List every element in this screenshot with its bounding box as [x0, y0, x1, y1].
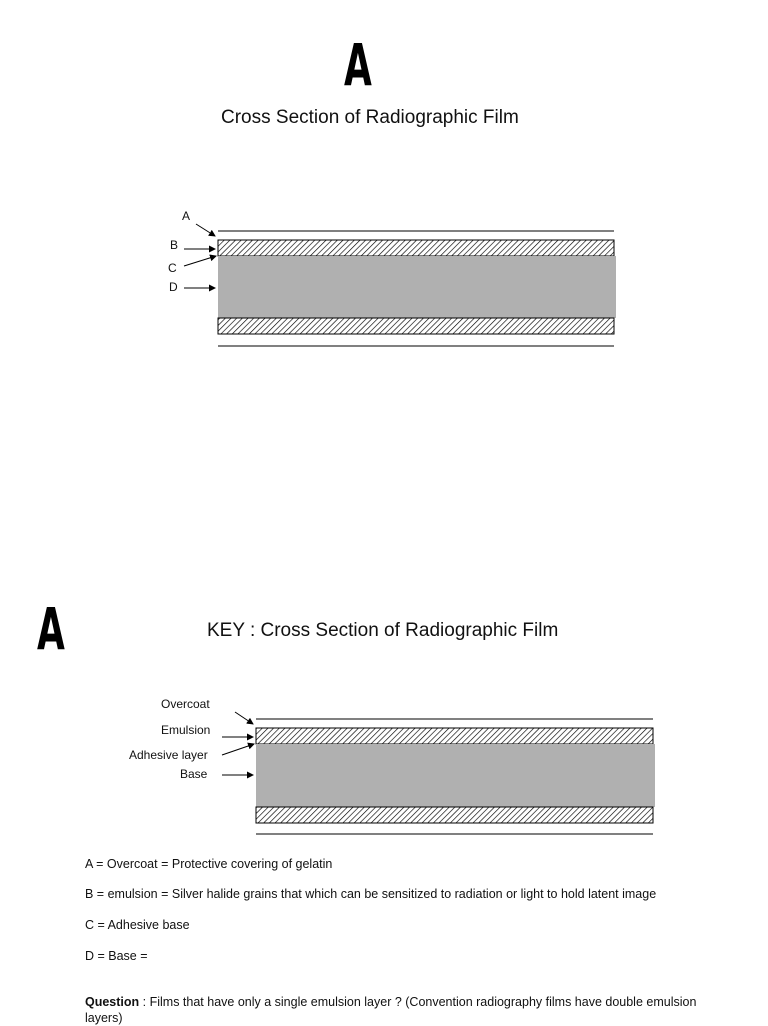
arrow-a	[196, 224, 215, 236]
emulsion-layer-top	[218, 240, 614, 256]
logo-a-key: A	[37, 595, 65, 663]
key-emulsion-layer-bottom	[256, 807, 653, 823]
key-label-adhesive: Adhesive layer	[129, 748, 208, 762]
label-b: B	[170, 238, 179, 252]
key-label-emulsion: Emulsion	[161, 723, 211, 737]
key-arrow-adhesive	[222, 744, 254, 755]
key-label-base: Base	[180, 767, 208, 781]
logo-a-top: A	[344, 31, 372, 99]
key-definition-b: B = emulsion = Silver halide grains that which can be sensitized to radiation or light to hold latent image	[85, 887, 657, 901]
label-c: C	[168, 261, 177, 275]
key-arrow-overcoat	[235, 712, 253, 724]
film-cross-section-diagram	[184, 224, 616, 346]
key-base-layer	[256, 744, 655, 807]
question-text	[85, 994, 725, 1026]
arrow-c	[184, 256, 216, 266]
question-label: Question	[85, 995, 140, 1009]
label-d: D	[169, 280, 178, 294]
film-cross-section-key-diagram	[222, 712, 655, 834]
key-emulsion-layer-top	[256, 728, 653, 744]
key-definition-a: A = Overcoat = Protective covering of gelatin	[85, 857, 333, 871]
base-layer	[218, 256, 616, 318]
emulsion-layer-bottom	[218, 318, 614, 334]
key-title: KEY : Cross Section of Radiographic Film	[207, 620, 559, 641]
key-definition-c: C = Adhesive base	[85, 918, 190, 932]
key-definition-d: D = Base =	[85, 949, 148, 963]
question-body: : Films that have only a single emulsion layer ? (Convention radiography films have double emulsion layers)	[85, 995, 697, 1025]
page-title: Cross Section of Radiographic Film	[221, 107, 519, 128]
label-a: A	[182, 209, 191, 223]
key-label-overcoat: Overcoat	[161, 697, 210, 711]
